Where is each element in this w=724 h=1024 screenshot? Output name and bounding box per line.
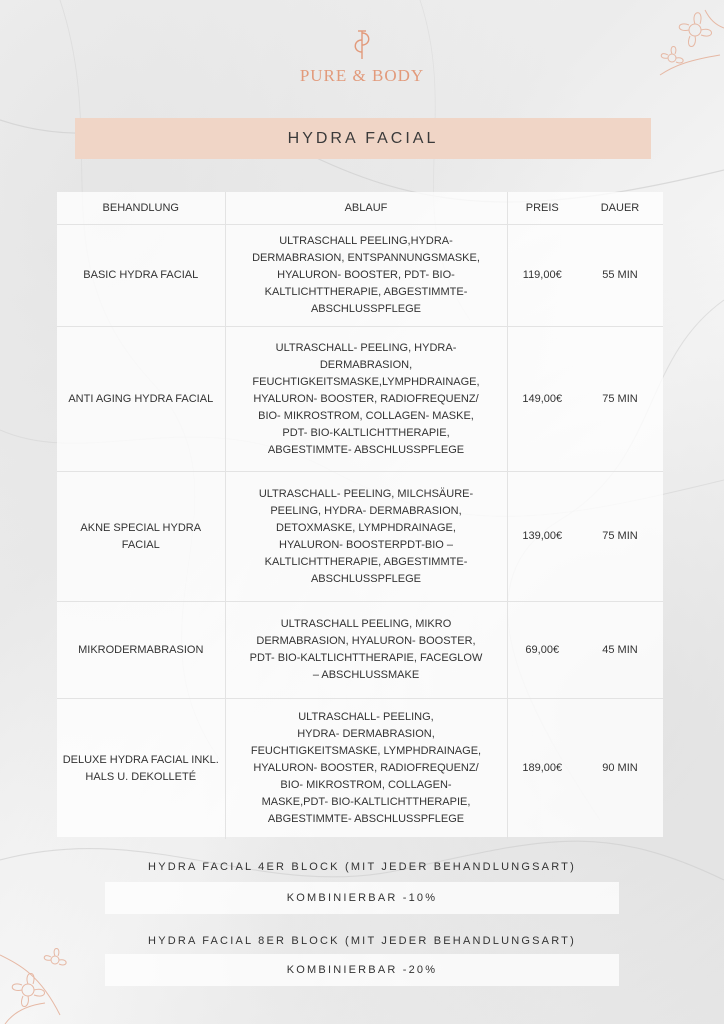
treatment-price: 189,00€: [507, 699, 577, 839]
treatment-duration: 75 MIN: [577, 472, 663, 602]
table-header: [57, 192, 663, 225]
brand-logo-icon: [347, 28, 377, 62]
header-procedure: ABLAUF: [225, 192, 507, 225]
table-row: [57, 602, 663, 699]
treatment-procedure: ULTRASCHALL- PEELING, HYDRA- DERMABRASION, FEUCHTIGKEITSMASKE,LYMPHDRAINAGE, HYALURON- BOOSTER, RADIOFREQUENZ/ BIO- MIKROSTROM, COLLAGEN- MASKE, PDT- BIO-KALTLICHTTHERAPIE, ABGESTIMMTE- ABSCHLUSSPFLEGE: [225, 327, 507, 472]
floral-corner-bottom-left: [0, 935, 80, 1024]
brand-name: PURE & BODY: [299, 66, 425, 85]
logo: [0, 28, 724, 86]
treatment-price: 119,00€: [507, 225, 577, 327]
page-title-bar: [75, 118, 651, 159]
header-price: PREIS: [507, 192, 577, 225]
offer-4er-title: HYDRA FACIAL 4ER BLOCK (MIT JEDER BEHANDLUNGSART): [148, 861, 576, 873]
price-table: [57, 192, 663, 837]
offer-8er-title: HYDRA FACIAL 8ER BLOCK (MIT JEDER BEHANDLUNGSART): [148, 935, 576, 947]
table-row: [57, 327, 663, 472]
offer-8er-discount: KOMBINIERBAR -20%: [105, 954, 619, 986]
treatment-duration: 90 MIN: [577, 699, 663, 839]
table-row: [57, 699, 663, 839]
treatment-name: BASIC HYDRA FACIAL: [57, 225, 225, 327]
table-row: [57, 472, 663, 602]
treatment-procedure: ULTRASCHALL- PEELING, HYDRA- DERMABRASION, FEUCHTIGKEITSMASKE, LYMPHDRAINAGE, HYALURON- BOOSTER, RADIOFREQUENZ/ BIO- MIKROSTROM, COLLAGEN- MASKE,PDT- BIO-KALTLICHTTHERAPIE, ABGESTIMMTE- ABSCHLUSSPFLEGE: [225, 699, 507, 839]
treatment-duration: 45 MIN: [577, 602, 663, 699]
treatment-price: 149,00€: [507, 327, 577, 472]
table-row: [57, 225, 663, 327]
treatment-duration: 75 MIN: [577, 327, 663, 472]
treatment-procedure: ULTRASCHALL PEELING,HYDRA- DERMABRASION, ENTSPANNUNGSMASKE, HYALURON- BOOSTER, PDT- BIO- KALTLICHTTHERAPIE, ABGESTIMMTE- ABSCHLUSSPFLEGE: [225, 225, 507, 327]
treatment-name: AKNE SPECIAL HYDRA FACIAL: [57, 472, 225, 602]
header-treatment: BEHANDLUNG: [102, 202, 179, 214]
treatment-duration: 55 MIN: [577, 225, 663, 327]
header-duration: DAUER: [600, 202, 640, 214]
treatment-name: MIKRODERMABRASION: [57, 602, 225, 699]
treatment-name: DELUXE HYDRA FACIAL INKL. HALS U. DEKOLLETÉ: [57, 699, 225, 839]
treatment-price: 139,00€: [507, 472, 577, 602]
treatment-procedure: ULTRASCHALL- PEELING, MILCHSÄURE- PEELING, HYDRA- DERMABRASION, DETOXMASKE, LYMPHDRAINAGE, HYALURON- BOOSTERPDT-BIO – KALTLICHTTHERAPIE, ABGESTIMMTE- ABSCHLUSSPFLEGE: [225, 472, 507, 602]
treatment-procedure: ULTRASCHALL PEELING, MIKRO DERMABRASION, HYALURON- BOOSTER, PDT- BIO-KALTLICHTTHERAPIE, FACEGLOW – ABSCHLUSSMAKE: [225, 602, 507, 699]
treatment-name: ANTI AGING HYDRA FACIAL: [57, 327, 225, 472]
treatment-price: 69,00€: [507, 602, 577, 699]
offer-4er-discount: KOMBINIERBAR -10%: [105, 882, 619, 914]
page-title: HYDRA FACIAL: [287, 129, 439, 147]
